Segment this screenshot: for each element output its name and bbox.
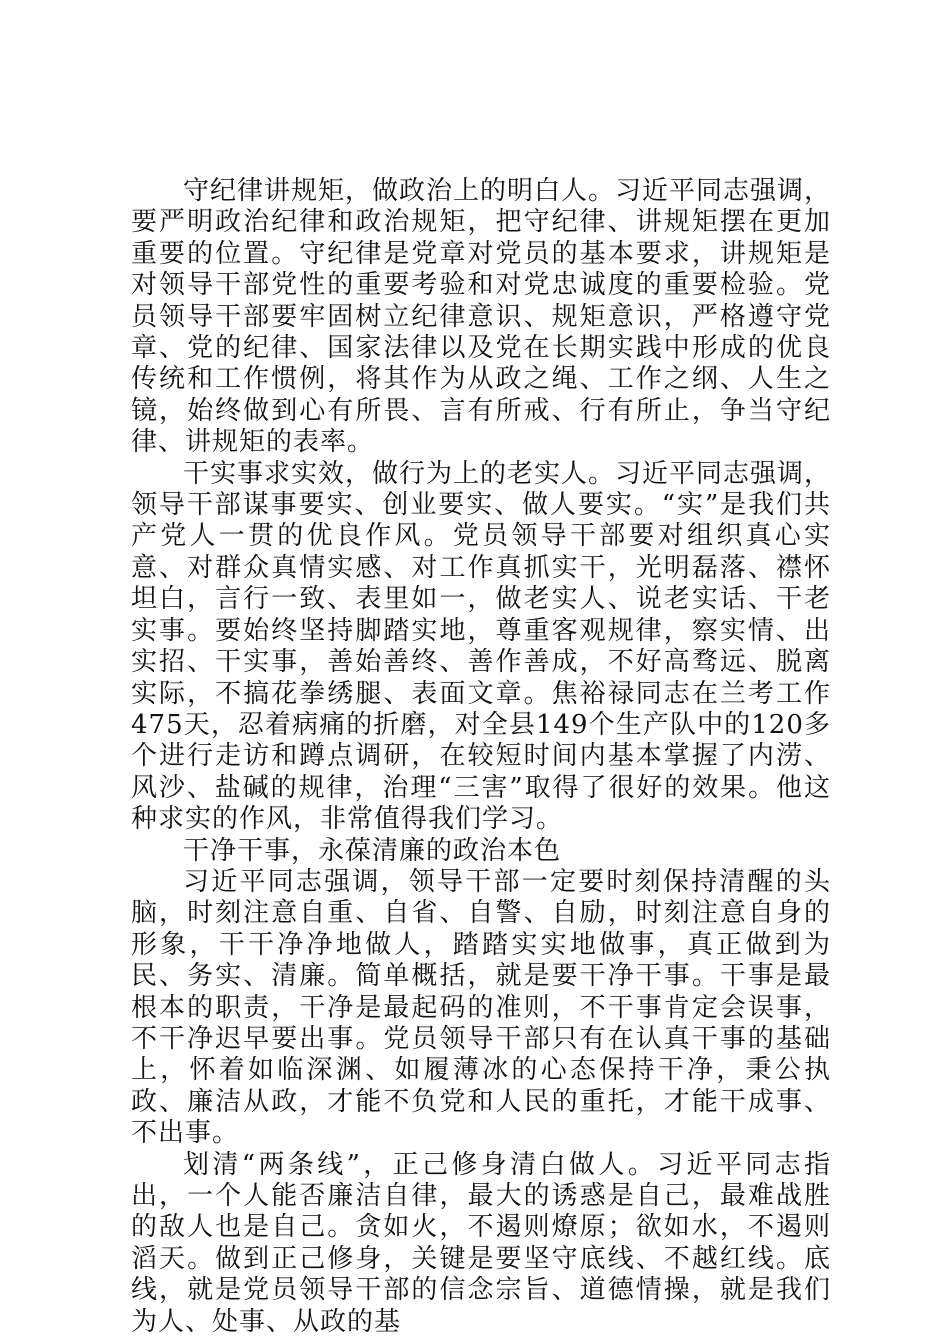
paragraph-discipline: 守纪律讲规矩，做政治上的明白人。习近平同志强调，要严明政治纪律和政治规矩，把守纪律、讲规矩摆在更加重要的位置。守纪律是党章对党员的基本要求，讲规矩是对领导干部党性的重要考验和对党忠诚度的重要检验。党员领导干部要牢固树立纪律意识、规矩意识，严格遵守党章、党的纪律、国家法律以及党在长期实践中形成的优良传统和工作惯例，将其作为从政之绳、工作之纲、人生之镜，始终做到心有所畏、言有所戒、行有所止，争当守纪律、讲规矩的表率。 (131, 176, 832, 458)
paragraph-practical-work: 干实事求实效，做行为上的老实人。习近平同志强调，领导干部谋事要实、创业要实、做人要实。“实”是我们共产党人一贯的优良作风。党员领导干部要对组织真心实意、对群众真情实感、对工作真抓实干，光明磊落、襟怀坦白，言行一致、表里如一，做老实人、说老实话、干老实事。要始终坚持脚踏实地，尊重客观规律，察实情、出实招、干实事，善始善终、善作善成，不好高骛远、脱离实际，不搞花拳绣腿、表面文章。焦裕禄同志在兰考工作475天，忍着病痛的折磨，对全县149个生产队中的120多个进行走访和蹲点调研，在较短时间内基本掌握了内涝、风沙、盐碱的规律，治理“三害”取得了很好的效果。他这种求实的作风，非常值得我们学习。 (131, 458, 832, 835)
paragraph-clean-work: 习近平同志强调，领导干部一定要时刻保持清醒的头脑，时刻注意自重、自省、自警、自励，时刻注意自身的形象，干干净净地做人，踏踏实实地做事，真正做到为民、务实、清廉。简单概括，就是要干净干事。干事是最根本的职责，干净是最起码的准则，不干事肯定会误事，不干净迟早要出事。党员领导干部只有在认真干事的基础上，怀着如临深渊、如履薄冰的心态保持干净，秉公执政、廉洁从政，才能不负党和人民的重托，才能干成事、不出事。 (131, 866, 831, 1149)
document-body (131, 176, 831, 1338)
section-heading-integrity: 干净干事，永葆清廉的政治本色 (183, 835, 562, 866)
paragraph-two-lines: 划清“两条线”，正己修身清白做人。习近平同志指出，一个人能否廉洁自律，最大的诱惑是自己，最难战胜的敌人也是自己。贪如火，不遏则燎原；欲如水，不遏则滔天。做到正己修身，关键是要坚守底线、不越红线。底线，就是党员领导干部的信念宗旨、道德情操，就是我们为人、处事、从政的基 (131, 1149, 831, 1337)
